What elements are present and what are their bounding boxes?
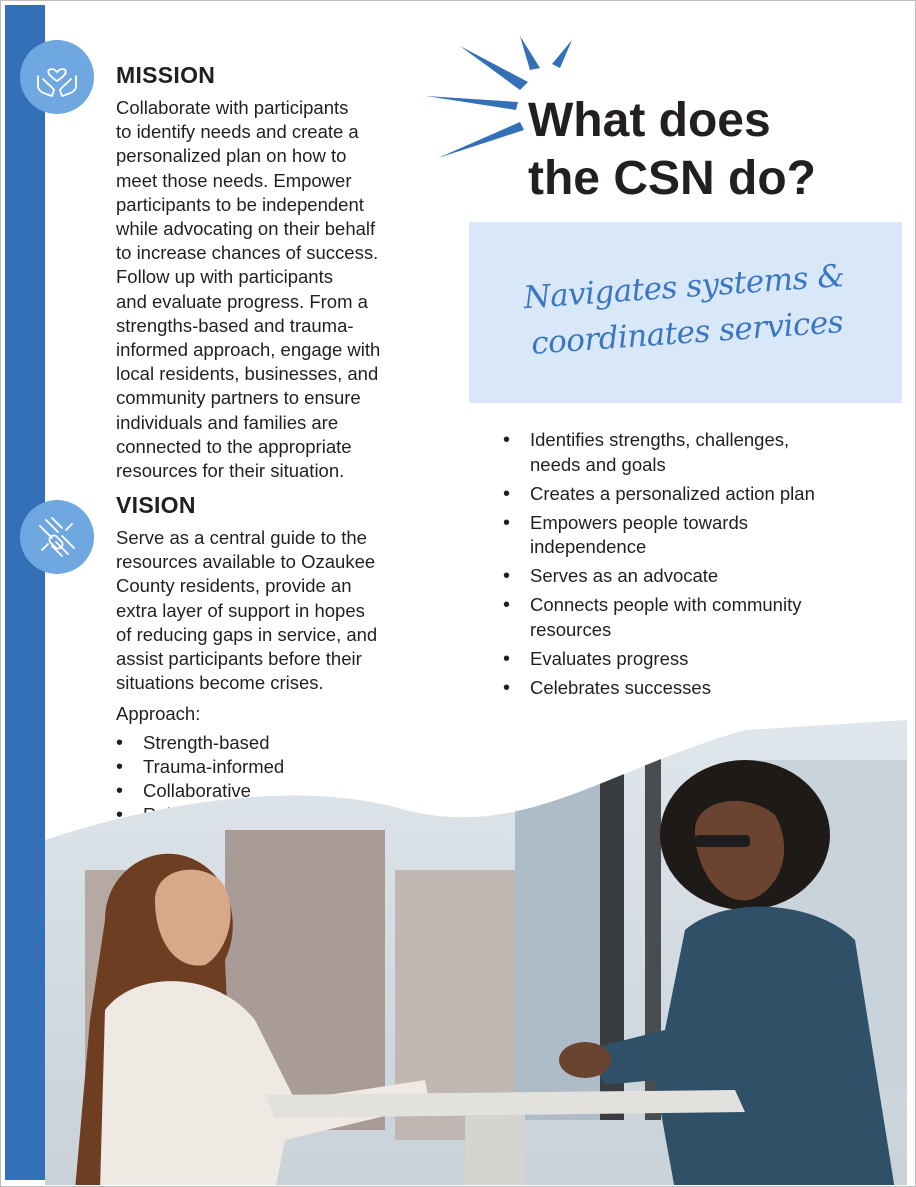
vision-heading: VISION [116,492,196,518]
mission-line: community partners to ensure [116,387,361,409]
csn-item-line: needs and goals [530,453,666,475]
mission-line: Collaborate with participants [116,97,349,118]
mission-line: meet those needs. Empower [116,169,352,191]
mission-heading: MISSION [116,62,216,88]
mission-line: participants to be independent [116,193,364,215]
vision-line: resources available to Ozaukee [116,551,376,573]
csn-list-item [503,511,815,560]
vision-line: County residents, provide an [116,575,352,597]
mission-line: personalized plan on how to [116,145,347,167]
csn-list-item [503,428,815,477]
approach-item: • Strength-based [116,731,284,755]
mission-line: informed approach, engage with [116,339,381,361]
csn-item-line: • Serves as an advocate [530,565,719,586]
mission-line: strengths-based and trauma- [116,314,354,336]
csn-item-line: resources [530,618,612,640]
vision-line: Serve as a central guide to the [116,527,367,548]
mission-line: local residents, businesses, and [116,363,379,385]
csn-item-line: • Evaluates progress [530,647,689,669]
csn-item-line: • Creates a personalized action plan [530,482,815,504]
csn-list-item [503,676,815,701]
callout-script-text [466,249,904,371]
csn-item-line: • Identifies strengths, challenges, [530,429,790,450]
approach-item: • Trauma-informed [116,755,284,779]
title-line-1: What does [528,94,771,147]
csn-list-item [503,564,815,589]
left-accent-bar [5,5,45,1180]
approach-label: Approach: [116,703,201,724]
csn-list-item [503,593,815,642]
csn-list-item [503,647,815,672]
joined-hands-icon [20,500,94,574]
csn-item-line: • Empowers people towards [530,511,748,533]
csn-item-line: • Connects people with community [530,594,802,615]
mission-line: Follow up with participants [116,266,333,288]
hands-heart-icon [20,40,94,114]
callout-line-2: coordinates services [530,304,845,362]
mission-line: resources for their situation. [116,460,345,482]
photo-two-women-conversation [45,720,907,1185]
vision-line: extra layer of support in hopes [116,599,365,621]
mission-line: to increase chances of success. [116,242,379,264]
vision-text [116,526,377,695]
vision-line: of reducing gaps in service, and [116,623,378,645]
title-line-2: the CSN do? [528,152,816,205]
mission-line: to identify needs and create a [116,121,359,143]
csn-list-item [503,482,815,507]
callout-box [469,222,902,403]
approach-item: • Collaborative [116,779,284,803]
mission-line: individuals and families are [116,411,339,433]
mission-line: and evaluate progress. From a [116,290,368,312]
csn-item-line: • Celebrates successes [530,676,711,698]
mission-text [116,96,380,483]
csn-services-list [503,428,815,705]
csn-item-line: independence [530,536,647,557]
callout-line-1: Navigates systems & [522,257,846,317]
vision-line: situations become crises. [116,672,324,694]
mission-line: while advocating on their behalf [116,218,376,240]
page-title [528,92,816,208]
mission-line: connected to the appropriate [116,435,352,457]
vision-line: assist participants before their [116,648,362,670]
